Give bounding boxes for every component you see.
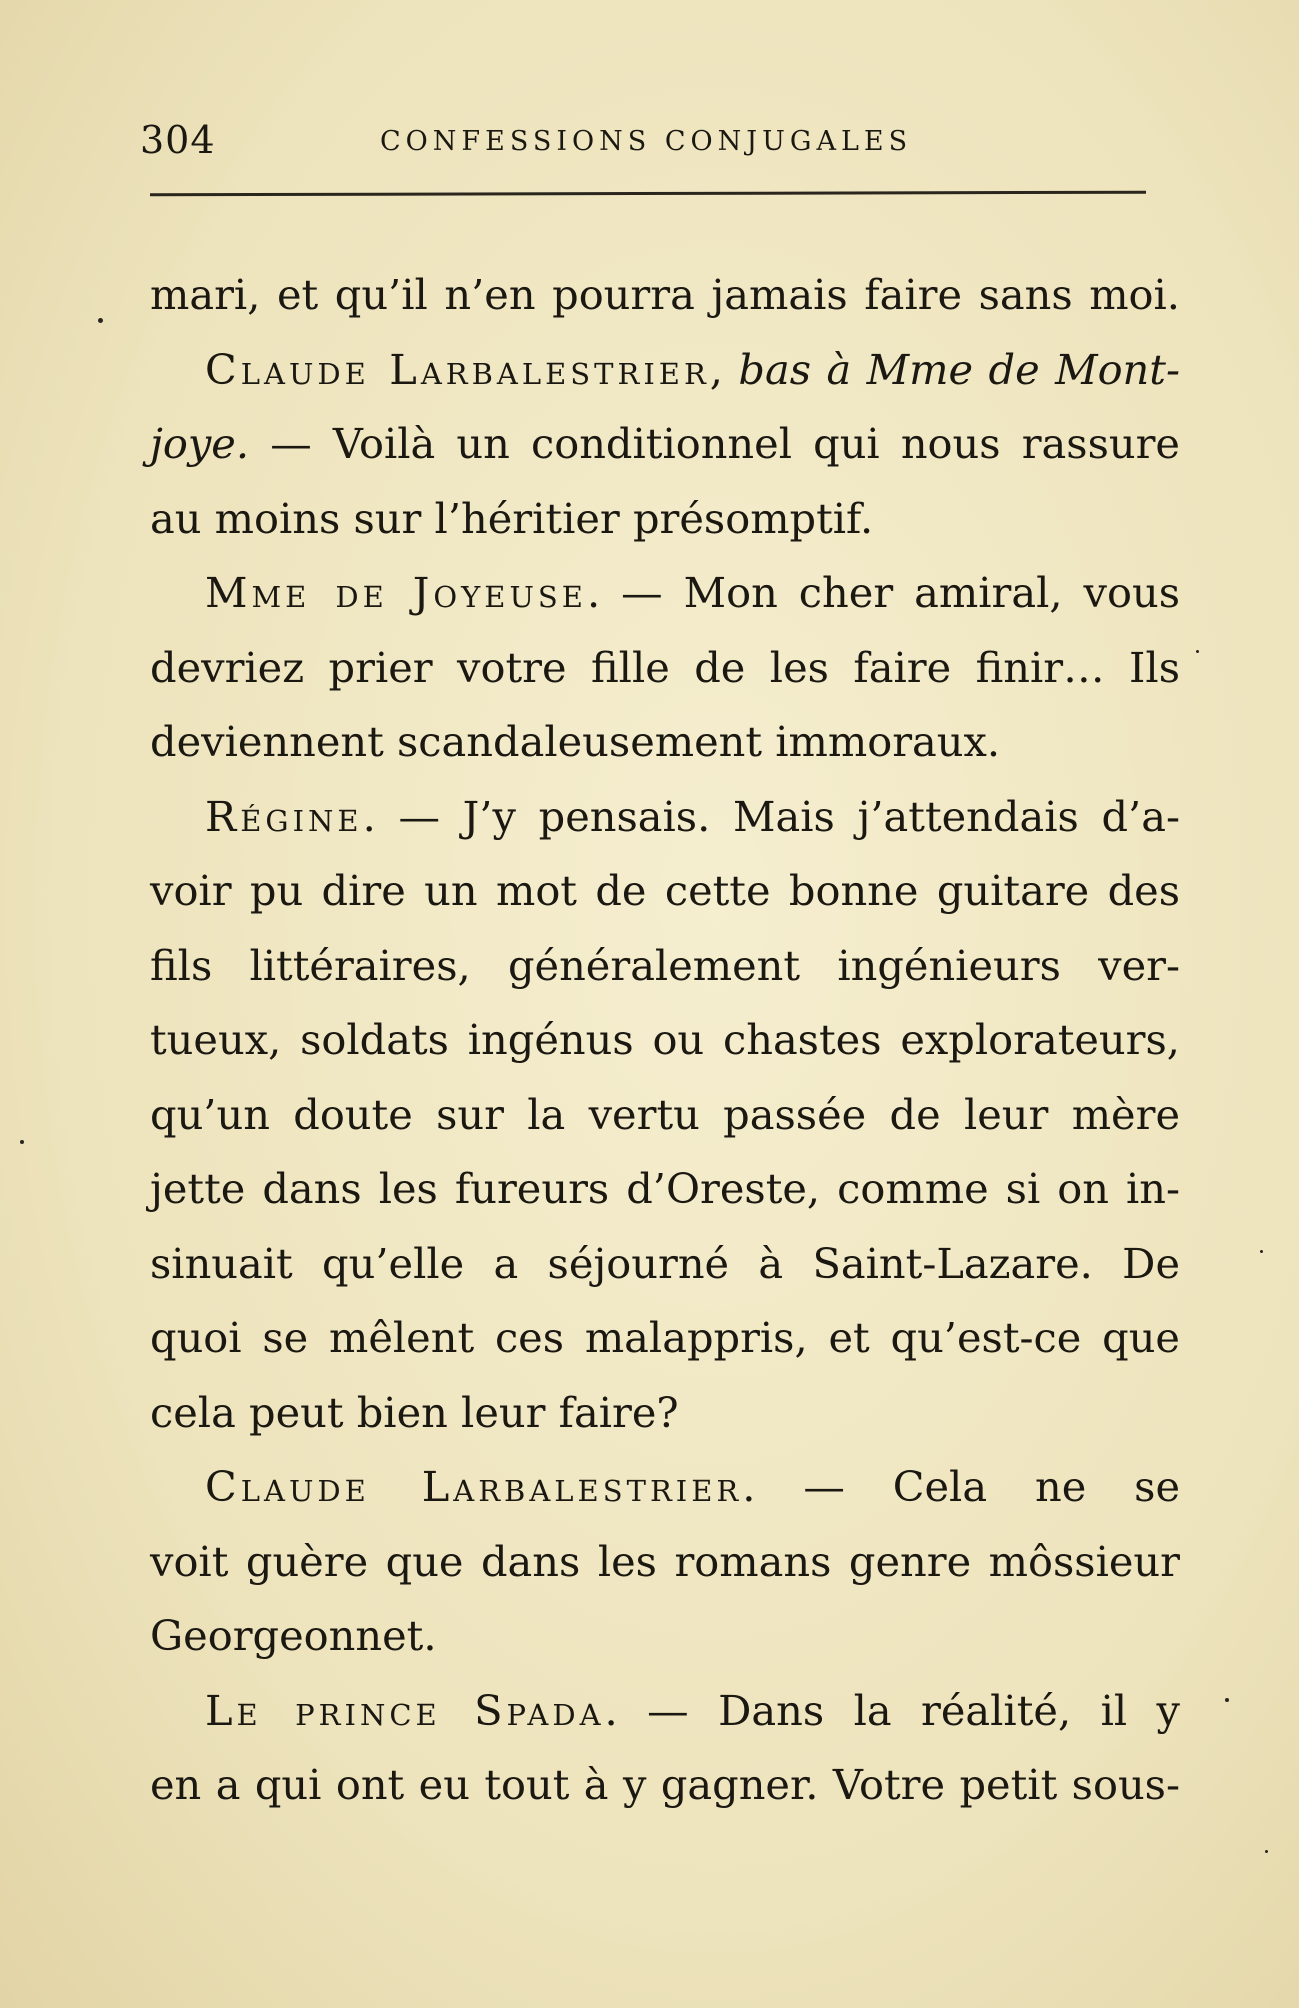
text-line: cela peut bien leur faire?	[150, 1387, 679, 1437]
page-number: 304	[140, 118, 216, 162]
header-rule	[150, 191, 1146, 197]
running-title: CONFESSIONS CONJUGALES	[380, 126, 913, 157]
speaker-name: Claude Larbalestrier	[205, 1462, 743, 1511]
text-line: fils littéraires, généralement ingénieurs ver-	[150, 940, 1180, 990]
text-line: joye. — Voilà un conditionnel qui nous rassure	[150, 419, 1180, 468]
paper-speck	[20, 1140, 24, 1144]
text-line: sinuait qu’elle a séjourné à Saint-Lazare. De	[150, 1238, 1180, 1288]
text-line: qu’un doute sur la vertu passée de leur mère	[150, 1089, 1180, 1139]
text-line: quoi se mêlent ces malappris, et qu’est-ce que	[150, 1313, 1180, 1362]
speaker-name: Mme de Joyeuse	[205, 568, 587, 617]
text-line: Georgeonnet.	[150, 1611, 437, 1660]
text-line: voir pu dire un mot de cette bonne guitare des	[150, 866, 1180, 915]
paper-speck	[1196, 650, 1199, 653]
speaker-name: Claude Larbalestrier	[205, 344, 710, 394]
stage-direction: joye.	[150, 419, 250, 468]
text-line: jette dans les fureurs d’Oreste, comme si on in-	[150, 1164, 1180, 1213]
text-line: mari, et qu’il n’en pourra jamais faire sans moi.	[150, 270, 1180, 319]
paper-speck	[1260, 1250, 1263, 1253]
page-header	[140, 118, 1150, 168]
dialogue-line: Claude Larbalestrier. — Cela ne se	[205, 1462, 1181, 1511]
dialogue-line: Mme de Joyeuse. — Mon cher amiral, vous	[205, 568, 1180, 617]
text-line: voit guère que dans les romans genre môssieur	[150, 1536, 1180, 1586]
text-line: deviennent scandaleusement immoraux.	[150, 717, 1001, 766]
paper-speck	[1265, 1850, 1268, 1853]
stage-direction: bas à Mme de Mont-	[738, 344, 1180, 394]
body-text	[150, 258, 1180, 1823]
text-line: devriez prier votre fille de les faire finir… Ils	[150, 642, 1180, 692]
paper-speck	[98, 318, 103, 323]
dialogue-line: Régine. — J’y pensais. Mais j’attendais d’a-	[205, 791, 1180, 841]
paper-speck	[1225, 1698, 1229, 1702]
dialogue-line: Claude Larbalestrier, bas à Mme de Mont-	[205, 344, 1180, 394]
speaker-name: Le prince Spada	[205, 1685, 605, 1735]
text-line: au moins sur l’héritier présomptif.	[150, 493, 874, 543]
text-line: tueux, soldats ingénus ou chastes explorateurs,	[150, 1015, 1180, 1064]
dialogue-line: Le prince Spada. — Dans la réalité, il y	[205, 1685, 1180, 1735]
text-line: en a qui ont eu tout à y gagner. Votre petit sous-	[150, 1760, 1180, 1809]
speaker-name: Régine	[205, 791, 363, 841]
